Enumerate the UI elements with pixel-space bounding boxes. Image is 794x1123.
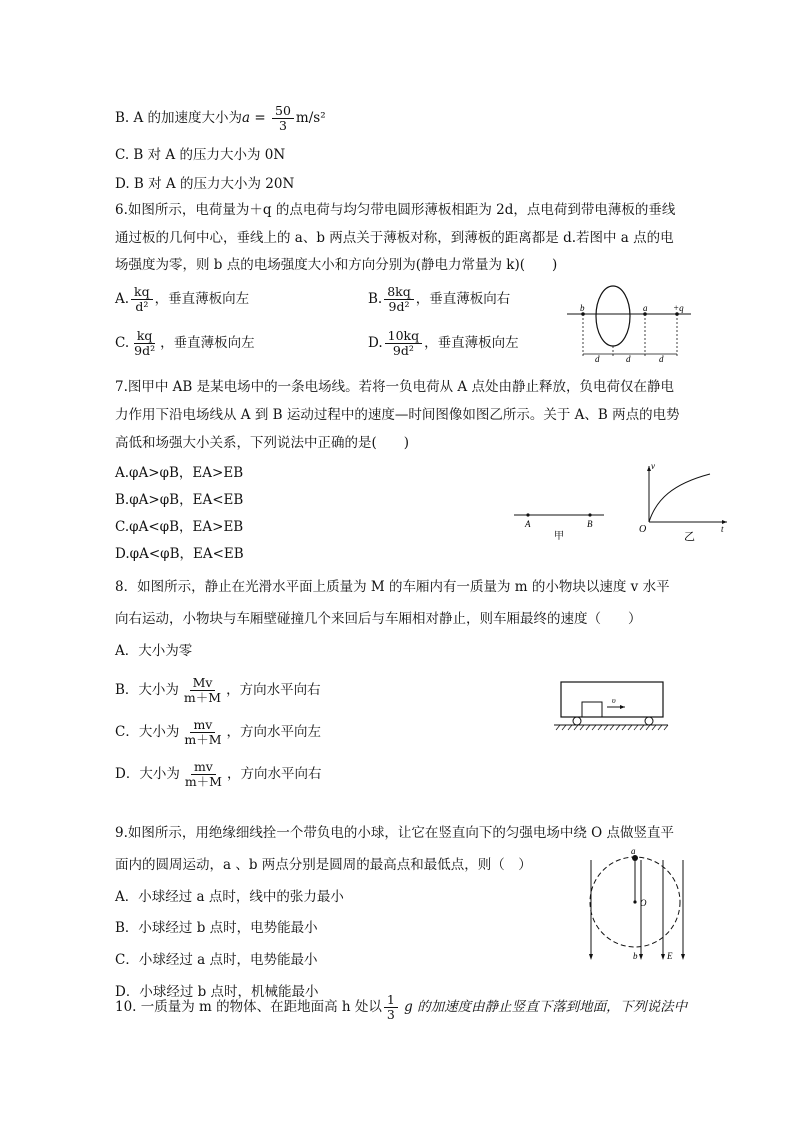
q9-stem-line1: 9.如图所示，用绝缘细线拴一个带负电的小球，让它在竖直向下的匀强电场中绕 O 点做竖直平 bbox=[115, 825, 675, 841]
q7-option-b: B.φA>φB，EA<EB bbox=[115, 492, 244, 508]
q5-option-c: C. B 对 A 的压力大小为 0N bbox=[115, 147, 286, 163]
q6-option-c: C. $\frac{kq}{\text{9d²}}$ ，垂直薄板向左 bbox=[115, 328, 255, 358]
q8-stem-line2: 向右运动，小物块与车厢壁碰撞几个来回后与车厢相对静止，则车厢最终的速度（ ） bbox=[115, 611, 642, 627]
svg-text:d: d bbox=[659, 354, 664, 364]
svg-text:a: a bbox=[643, 303, 648, 313]
q10-stem-line1: 10. 一质量为 m 的物体、在距地面高 h 处以 $\frac{1}{3}$ g 的加速度由静止竖直下落到地面，下列说法中 bbox=[115, 992, 688, 1022]
q7-figure-jia bbox=[512, 505, 607, 545]
q6-option-b: B. $\frac{8kq}{\text{9d²}}$ ，垂直薄板向右 bbox=[368, 284, 511, 314]
svg-text:t: t bbox=[721, 524, 724, 534]
q9-option-b: B．小球经过 b 点时，电势能最小 bbox=[115, 920, 318, 936]
q8-option-c: C．大小为 $\frac{mv}{m+M}$ ，方向水平向左 bbox=[115, 717, 321, 747]
q7-figure-yi bbox=[632, 460, 732, 545]
q7-stem-line3: 高低和场强大小关系，下列说法中正确的是( ) bbox=[115, 435, 410, 451]
q5-option-b: B. A 的加速度大小为a = $\frac{50}{3}$ m/s² bbox=[115, 103, 326, 133]
svg-text:+q: +q bbox=[673, 303, 684, 313]
svg-text:b: b bbox=[580, 303, 585, 313]
q8-option-a: A．大小为零 bbox=[115, 643, 193, 659]
q7-stem-line1: 7.图甲中 AB 是某电场中的一条电场线。若将一负电荷从 A 点处由静止释放，负电荷仅在静电 bbox=[115, 379, 674, 395]
q5-option-d: D. B 对 A 的压力大小为 20N bbox=[115, 176, 295, 192]
q6-option-a: A. $\frac{kq}{\text{d²}}$ ，垂直薄板向左 bbox=[115, 284, 250, 314]
q9-option-c: C．小球经过 a 点时，电势能最小 bbox=[115, 952, 318, 968]
q9-figure bbox=[583, 846, 691, 966]
svg-text:O: O bbox=[639, 524, 647, 535]
svg-text:乙: 乙 bbox=[684, 530, 695, 543]
q7-stem-line2: 力作用下沿电场线从 A 到 B 运动过程中的速度—时间图像如图乙所示。关于 A、B 两点的电势 bbox=[115, 407, 680, 423]
svg-text:υ: υ bbox=[612, 696, 616, 705]
svg-text:E: E bbox=[667, 951, 673, 961]
svg-text:b: b bbox=[633, 951, 638, 961]
svg-text:A: A bbox=[525, 519, 531, 529]
q7-option-c: C.φA<φB，EA>EB bbox=[115, 519, 244, 535]
q6-figure bbox=[565, 282, 695, 364]
q6-stem-line2: 通过板的几何中心，垂线上的 a、b 两点关于薄板对称，到薄板的距离都是 d.若图中 a 点的电 bbox=[115, 230, 674, 246]
fraction: $\frac{50}{3}$ bbox=[272, 104, 294, 133]
q6-option-d: D. $\frac{10kq}{\text{9d²}}$ ，垂直薄板向左 bbox=[368, 328, 519, 358]
q9-option-d: D．小球经过 b 点时，机械能最小 bbox=[115, 984, 319, 1000]
q6-stem-line1: 6.如图所示，电荷量为＋q 的点电荷与均匀带电圆形薄板相距为 2d，点电荷到带电薄板的垂线 bbox=[115, 202, 676, 218]
q8-figure bbox=[552, 677, 670, 735]
q8-stem-line1: 8．如图所示，静止在光滑水平面上质量为 M 的车厢内有一质量为 m 的小物块以速度 v 水平 bbox=[115, 579, 670, 595]
q7-option-d: D.φA<φB，EA<EB bbox=[115, 546, 244, 562]
q9-stem-line2: 面内的圆周运动，a 、b 两点分别是圆周的最高点和最低点，则（ ） bbox=[115, 857, 532, 873]
q7-option-a: A.φA>φB，EA>EB bbox=[115, 465, 244, 481]
svg-text:B: B bbox=[587, 519, 593, 529]
svg-text:d: d bbox=[626, 354, 631, 364]
svg-text:O: O bbox=[640, 898, 647, 908]
q6-stem-line3: 场强度为零，则 b 点的电场强度大小和方向分别为(静电力常量为 k)( ) bbox=[115, 257, 558, 273]
q8-option-b: B．大小为 $\frac{Mv}{m+M}$ ，方向水平向右 bbox=[115, 675, 321, 705]
svg-text:a: a bbox=[631, 846, 636, 856]
q9-option-a: A．小球经过 a 点时，线中的张力最小 bbox=[115, 889, 344, 905]
q8-option-d: D．大小为 $\frac{mv}{m+M}$ ，方向水平向右 bbox=[115, 759, 322, 789]
svg-text:甲: 甲 bbox=[554, 531, 564, 542]
svg-text:d: d bbox=[595, 354, 600, 364]
svg-text:v: v bbox=[651, 461, 655, 471]
